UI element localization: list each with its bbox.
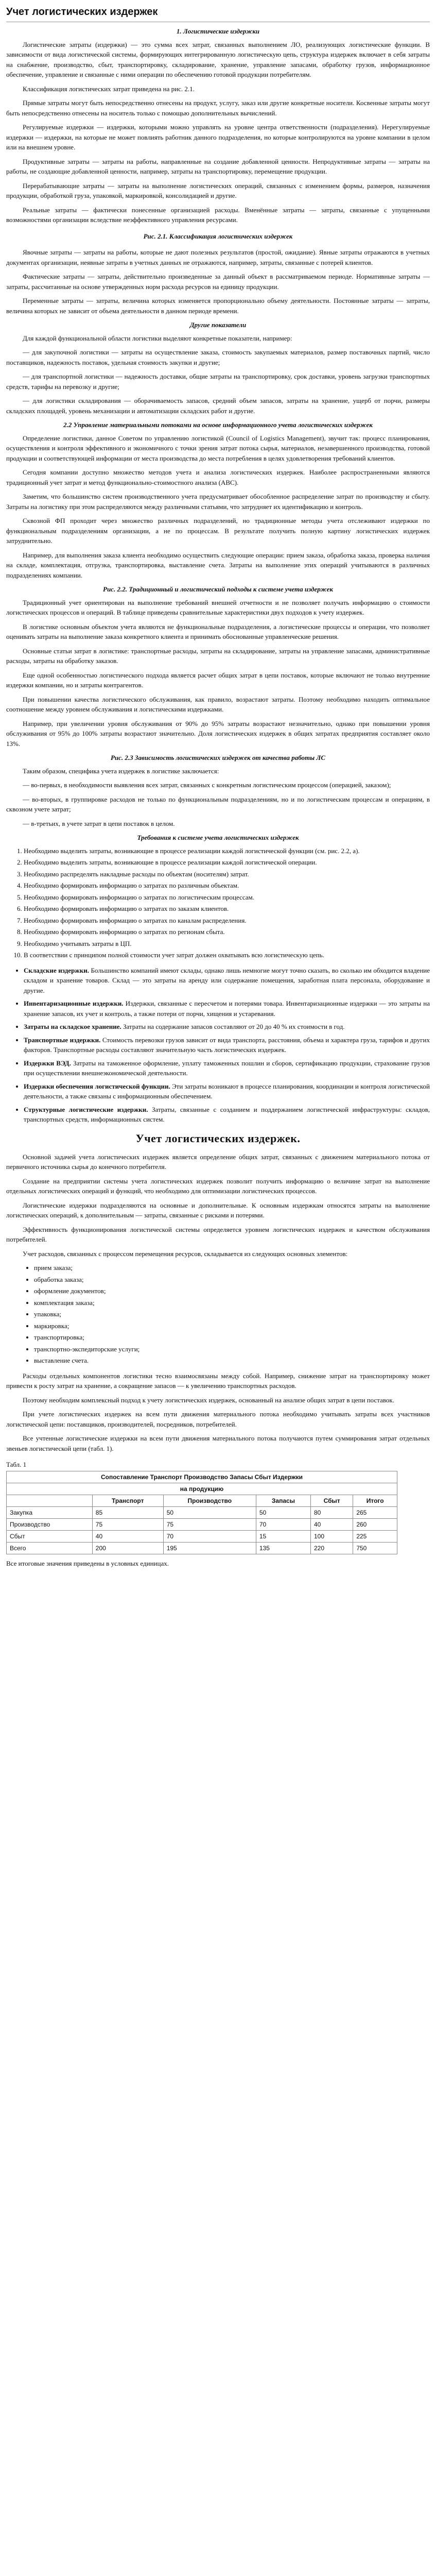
table-cell: 50 xyxy=(163,1506,256,1518)
table-cell: 135 xyxy=(256,1542,310,1554)
table-cell: 195 xyxy=(163,1542,256,1554)
list-item: 4. Необходимо формировать информацию о затратах по различным объектам. xyxy=(24,880,430,891)
list-item: • транспортировка; xyxy=(34,1332,430,1343)
list-item-label: Инвентаризационные издержки. xyxy=(24,999,124,1007)
paragraph: Основные статьи затрат в логистике: транспортные расходы, затраты на складирование, затраты на управление запасами, административные расходы, затраты на обработку заказов. xyxy=(6,647,430,665)
list-item-text: Эти затраты возникают в процессе планирования, координации и контроля логистической деятельности, а также связаны с информационным обеспечением. xyxy=(24,1082,430,1100)
list-item: 10. В соответствии с принципом полной стоимости учет затрат должен охватывать всю логистическую цепь. xyxy=(24,950,430,960)
list-item: 2. Необходимо выделить затраты, возникающие в процессе реализации каждой логистической операции. xyxy=(24,857,430,868)
table-cell: Производство xyxy=(7,1518,93,1530)
list-item-text: Затраты на содержание запасов составляют от 20 до 40 % их стоимости в год. xyxy=(123,1023,345,1030)
column-header: Сбыт xyxy=(310,1495,353,1506)
paragraph: Все учтенные логистические издержки на всем пути движения материального потока получаются путем суммирования затрат отдельных звеньев логистической цепи (табл. 1). xyxy=(6,1434,430,1452)
paragraph: Логистические издержки подразделяются на основные и дополнительные. К основным издержкам относятся затраты на выполнение логистических операций, к дополнительным — затраты, связанные с рисками и потерями. xyxy=(6,1201,430,1219)
paragraph: — во-первых, в необходимости выявления всех затрат, связанных с конкретным логистическим процессом (операцией, заказом); xyxy=(23,781,391,789)
section-body xyxy=(6,766,430,829)
paragraph: — для закупочной логистики — затраты на осуществление заказа, стоимость закупаемых материалов, размер поставочных партий, число поставщиков, надежность поставок, удельная стоимость закупки и другие; xyxy=(6,348,430,366)
cost-types-list xyxy=(24,965,430,1125)
paragraph: Сквозной ФП проходит через множество различных подразделений, но традиционные методы учета отслеживают издержки по функциональным подразделениям организации, а не по процессам. В результате получить полную картину логистических издержек затруднительно. xyxy=(6,517,430,545)
list-item: 3. Необходимо распределять накладные расходы по объектам (носителям) затрат. xyxy=(24,869,430,879)
table-cell: 80 xyxy=(310,1506,353,1518)
table-row xyxy=(7,1518,397,1530)
column-header xyxy=(7,1495,93,1506)
column-header: Транспорт xyxy=(92,1495,163,1506)
table-row xyxy=(7,1530,397,1542)
list-item: • упаковка; xyxy=(34,1309,430,1319)
figure-caption: Рис. 2.2. Традиционный и логистический подходы к системе учета издержек xyxy=(103,585,333,593)
paragraph: Классификация логистических затрат приведена на рис. 2.1. xyxy=(23,84,195,93)
column-header: Запасы xyxy=(256,1495,310,1506)
list-item: 9. Необходимо учитывать затраты в ЦП. xyxy=(24,939,430,949)
list-item-label: Структурные логистические издержки. xyxy=(24,1105,148,1113)
table-cell: 40 xyxy=(92,1530,163,1542)
paragraph: Учет расходов, связанных с процессом перемещения ресурсов, складывается из следующих основных элементов: xyxy=(23,1249,348,1258)
list-item: • комплектация заказа; xyxy=(34,1298,430,1308)
list-item-label: Издержки ВЭД. xyxy=(24,1059,71,1067)
paragraph: Основной задачей учета логистических издержек является определение общих затрат, связанных с движением материального потока от первичного источника сырья до конечного потребителя. xyxy=(6,1153,430,1171)
list-item-label: Издержки обеспечения логистической функции. xyxy=(24,1082,170,1090)
paragraph: Для каждой функциональной области логистики выделяют конкретные показатели, например: xyxy=(23,334,292,342)
table-cell: 750 xyxy=(353,1542,397,1554)
paragraph: Например, для выполнения заказа клиента необходимо осуществить следующие операции: прием заказа, обработка заказа, проверка наличия на складе, комплектация, отгрузка, транспортировка, выставление счета. Затраты на выполнение этих операций учитываются в различных подразделениях компании. xyxy=(6,551,430,579)
paragraph: — в-третьих, в учете затрат в цепи поставок в целом. xyxy=(23,819,175,827)
section-heading: Другие показатели xyxy=(189,321,247,329)
table-cell: 50 xyxy=(256,1506,310,1518)
list-item xyxy=(24,1081,430,1101)
list-item-text: Затраты, связанные с созданием и поддержанием логистической инфраструктуры: складов, транспортных средств, информационных систем. xyxy=(24,1105,430,1123)
paragraph: Продуктивные затраты — затраты на работы, направленные на создание добавленной ценности. Непродуктивные затраты — затраты на работы, не создающие добавленной ценности, например, затраты на транспортировку, перемещение продукции. xyxy=(6,157,430,175)
list-item: • транспортно-экспедиторские услуги; xyxy=(34,1344,430,1354)
list-item-label: Складские издержки. xyxy=(24,966,89,974)
page-title: Учет логистических издержек xyxy=(6,6,158,18)
table-header-sub: на продукцию xyxy=(7,1483,397,1495)
list-item xyxy=(24,1105,430,1125)
paragraph: Например, при увеличении уровня обслуживания от 90% до 95% затраты возрастают незначительно, однако при повышении уровня обслуживания от 95% до 100% затраты возрастают значительно. Доля логистических издержек в общих затратах предприятия составляет около 13%. xyxy=(6,719,430,748)
list-item-label: Транспортные издержки. xyxy=(24,1036,101,1044)
paragraph: Еще одной особенностью логистического подхода является расчет общих затрат в цепи поставок, которые включают не только внутренние издержки компании, но и затраты контрагентов. xyxy=(6,671,430,689)
table-cell: 70 xyxy=(256,1518,310,1530)
table-cell: 265 xyxy=(353,1506,397,1518)
section-body xyxy=(6,433,430,581)
table-cell: 75 xyxy=(163,1518,256,1530)
paragraph: Регулируемые издержки — издержки, которыми можно управлять на уровне центра ответственности (подразделения). Нерегулируемые издержки — издержки, на которые не может повлиять работник данного подразделения, но которые контролируются на уровне компании в целом или на внешнем уровне. xyxy=(6,123,430,151)
table-title: Табл. 1 xyxy=(6,1461,27,1468)
figure-caption: Рис. 2.3 Зависимость логистических издержек от качества работы ЛС xyxy=(110,754,325,761)
section-heading: 2.2 Управление материальными потоками на основе информационного учета логистических издержек xyxy=(63,421,373,429)
list-item-text: Издержки, связанные с пересчетом и потерями товара. Инвентаризационные издержки — это затраты на хранение запасов, их учет и контроль, а также потери от порчи, хищения и устаревания. xyxy=(24,999,430,1018)
list-item: 8. Необходимо формировать информацию о затратах по регионам сбыта. xyxy=(24,927,430,937)
paragraph: Традиционный учет ориентирован на выполнение требований внешней отчетности и не позволяет получать информацию о стоимости логистических процессов и операций. В таблице приведены сравнительные характеристики двух подходов к учету издержек. xyxy=(6,598,430,616)
paragraph: — для транспортной логистики — надежность доставки, общие затраты на транспортировку, срок доставки, уровень загрузки транспортных средств, тарифы на перевозку и другие; xyxy=(6,372,430,391)
table-cell: 220 xyxy=(310,1542,353,1554)
section-body xyxy=(6,40,430,225)
list-item: • обработка заказа; xyxy=(34,1275,430,1285)
column-header: Итого xyxy=(353,1495,397,1506)
paragraph: Поэтому необходим комплексный подход к учету логистических издержек, основанный на анализе общих затрат в цепи поставок. xyxy=(23,1396,394,1404)
list-item: 7. Необходимо формировать информацию о затратах по каналам распределения. xyxy=(24,916,430,926)
paragraph: Расходы отдельных компонентов логистики тесно взаимосвязаны между собой. Например, снижение затрат на транспортировку может привести к росту затрат на хранение, а сокращение запасов — к увеличению транспортных расходов. xyxy=(6,1371,430,1389)
list-item: • выставление счета. xyxy=(34,1355,430,1366)
paragraph: — для логистики складирования — оборачиваемость запасов, средний объем запасов, затраты на хранение, ущерб от порчи, размеры складских площадей, уровень механизации и автоматизации складских работ и другие. xyxy=(6,397,430,415)
paragraph: Прямые затраты могут быть непосредственно отнесены на продукт, услугу, заказ или другие конкретные носители. Косвенные затраты могут быть непосредственно отнесены на носитель только с помощью дополнительных вычислений. xyxy=(6,99,430,117)
list-item xyxy=(24,965,430,996)
paragraph: В логистике основным объектом учета являются не функциональные подразделения, а логистические процессы и операции, что позволяет оценивать затраты на выполнение заказа конкретного клиента и принимать обоснованные управленческие решения. xyxy=(6,622,430,640)
table-cell: Сбыт xyxy=(7,1530,93,1542)
paragraph: — во-вторых, в группировке расходов не только по функциональным подразделениям, но и по логистическим процессам и операциям, в сквозном учете затрат; xyxy=(6,795,430,813)
table-cell: Всего xyxy=(7,1542,93,1554)
requirements-list xyxy=(24,846,430,960)
table-note: Все итоговые значения приведены в условных единицах. xyxy=(6,1559,169,1567)
section-body xyxy=(6,598,430,749)
paragraph: Сегодня компании доступно множество методов учета и анализа логистических издержек. Наиболее распространенными являются традиционный учет затрат и метод функционально-стоимостного анализа (ABC). xyxy=(6,468,430,486)
list-item xyxy=(24,998,430,1019)
figure-caption: Рис. 2.1. Классификация логистических издержек xyxy=(143,232,293,240)
list-item: 1. Необходимо выделить затраты, возникающие в процессе реализации каждой логистической функции (см. рис. 2.2, а). xyxy=(24,846,430,856)
table-header-main: Сопоставление Транспорт Производство Запасы Сбыт Издержки xyxy=(7,1471,397,1483)
paragraph: Перерабатывающие затраты — затраты на выполнение логистических операций, связанных с изменением формы, размеров, назначения продукции, обработкой груза, упаковкой, маркировкой, консолидацией и другие. xyxy=(6,181,430,199)
paragraph: Заметим, что большинство систем производственного учета предусматривает обособленное распределение затрат по производству и сбыту. Затраты на логистику при этом распределяются между различными статьями, что затрудняет их идентификацию и контроль. xyxy=(6,493,430,511)
list-item-text: Затраты на таможенное оформление, уплату таможенных пошлин и сборов, сертификацию продукции, страхование грузов при осуществлении внешнеэкономической деятельности. xyxy=(24,1059,430,1077)
list-item: 6. Необходимо формировать информацию о затратах по заказам клиентов. xyxy=(24,904,430,914)
table-cell: 260 xyxy=(353,1518,397,1530)
paragraph: Переменные затраты — затраты, величина которых изменяется пропорционально объему деятельности. Постоянные затраты — затраты, величина которых не зависит от объема деятельности в данном периоде времени. xyxy=(6,297,430,315)
paragraph: Явочные затраты — затраты на работы, которые не дают полезных результатов (простой, ожидание). Явные затраты отражаются в учетных документах организации, неявные затраты в учетных данных не отражаются, например, затраты, связанные с потерей клиентов. xyxy=(6,248,430,266)
section-body xyxy=(6,1371,430,1454)
table-cell: 70 xyxy=(163,1530,256,1542)
cost-table xyxy=(6,1471,397,1554)
list-item xyxy=(24,1022,430,1032)
table-cell: 225 xyxy=(353,1530,397,1542)
list-item: • оформление документов; xyxy=(34,1286,430,1296)
paragraph: При учете логистических издержек на всем пути движения материального потока необходимо учитывать затраты всех участников логистической цепи: поставщиков, производителей, посредников, потребителей. xyxy=(6,1410,430,1428)
table-row xyxy=(7,1542,397,1554)
paragraph: Реальные затраты — фактически понесенные организацией расходы. Вменённые затраты — затраты, связанные с упущенными возможностями организации вследствие неэффективного управления ресурсами. xyxy=(6,206,430,224)
table-cell: 200 xyxy=(92,1542,163,1554)
paragraph: Эффективность функционирования логистической системы определяется уровнем логистических издержек и качеством обслуживания потребителей. xyxy=(6,1225,430,1243)
section-body xyxy=(6,1152,430,1259)
cost-elements-list xyxy=(34,1263,430,1366)
paragraph: Создание на предприятии системы учета логистических издержек позволит получить информацию о величине затрат на выполнение отдельных логистических операций и функций, что необходимо для оптимизации логистических процессов. xyxy=(6,1177,430,1195)
list-item-text: Большинство компаний имеют склады, однако лишь немногие могут точно сказать, во сколько им обходится владение складом и хранение товаров. Склад — это затраты на аренду или содержание помещения, заработная плата персонала, оборудование и другие. xyxy=(24,966,430,994)
paragraph: Фактические затраты — затраты, действительно произведенные за данный объект в рассматриваемом периоде. Нормативные затраты — затраты, рассчитанные на основе утвержденных норм расхода ресурсов на единицу продукции. xyxy=(6,273,430,291)
list-item: • маркировка; xyxy=(34,1321,430,1331)
table-cell: 40 xyxy=(310,1518,353,1530)
paragraph: Определение логистики, данное Советом по управлению логистикой (Council of Logistics Management), звучит так: процесс планирования, осуществления и контроля эффективного и экономичного с точки зрения затрат потока сырья, материалов, незавершенного производства, готовой продукции и соответствующей информации от места производства до места потребления в целях удовлетворения требований клиентов. xyxy=(6,434,430,462)
section-heading: Учет логистических издержек. xyxy=(135,1131,301,1145)
table-cell: 75 xyxy=(92,1518,163,1530)
list-item xyxy=(24,1035,430,1055)
list-item: • прием заказа; xyxy=(34,1263,430,1273)
paragraph: Таким образом, специфика учета издержек в логистике заключается: xyxy=(23,767,219,775)
section-body xyxy=(6,247,430,316)
table-cell: 85 xyxy=(92,1506,163,1518)
paragraph: Логистические затраты (издержки) — это сумма всех затрат, связанных выполнением ЛО, реализующих логистические функции. В зависимости от вида логистической системы, формирующих интегрированную логистическую цепь, структура издержек включает в себя затраты на снабжение, производство, сбыт, транспортировку, складирование, хранение, управление запасами, обработку грузов, информационное обеспечение, управление и связанные с ними операции по обеспечению готовой продукции потребителям. xyxy=(6,40,430,78)
list-item xyxy=(24,1058,430,1078)
list-item-text: Стоимость перевозки грузов зависит от вида транспорта, расстояния, объема и характера груза, тарифов и других факторов. Транспортные расходы составляют значительную часть логистических издержек. xyxy=(24,1036,430,1054)
section-heading: Требования к системе учета логистических издержек xyxy=(137,834,299,841)
section-body xyxy=(6,333,430,416)
table-cell: Закупка xyxy=(7,1506,93,1518)
list-item-label: Затраты на складское хранение. xyxy=(24,1023,121,1030)
table-cell: 15 xyxy=(256,1530,310,1542)
table-cell: 100 xyxy=(310,1530,353,1542)
list-item: 5. Необходимо формировать информацию о затратах по логистическим процессам. xyxy=(24,892,430,903)
paragraph: При повышении качества логистического обслуживания, как правило, возрастают затраты. Поэтому необходимо находить оптимальное соотношение между уровнем обслуживания и логистическими издержками. xyxy=(6,695,430,713)
column-header: Производство xyxy=(163,1495,256,1506)
section-heading: 1. Логистические издержки xyxy=(176,27,260,35)
table-row xyxy=(7,1506,397,1518)
